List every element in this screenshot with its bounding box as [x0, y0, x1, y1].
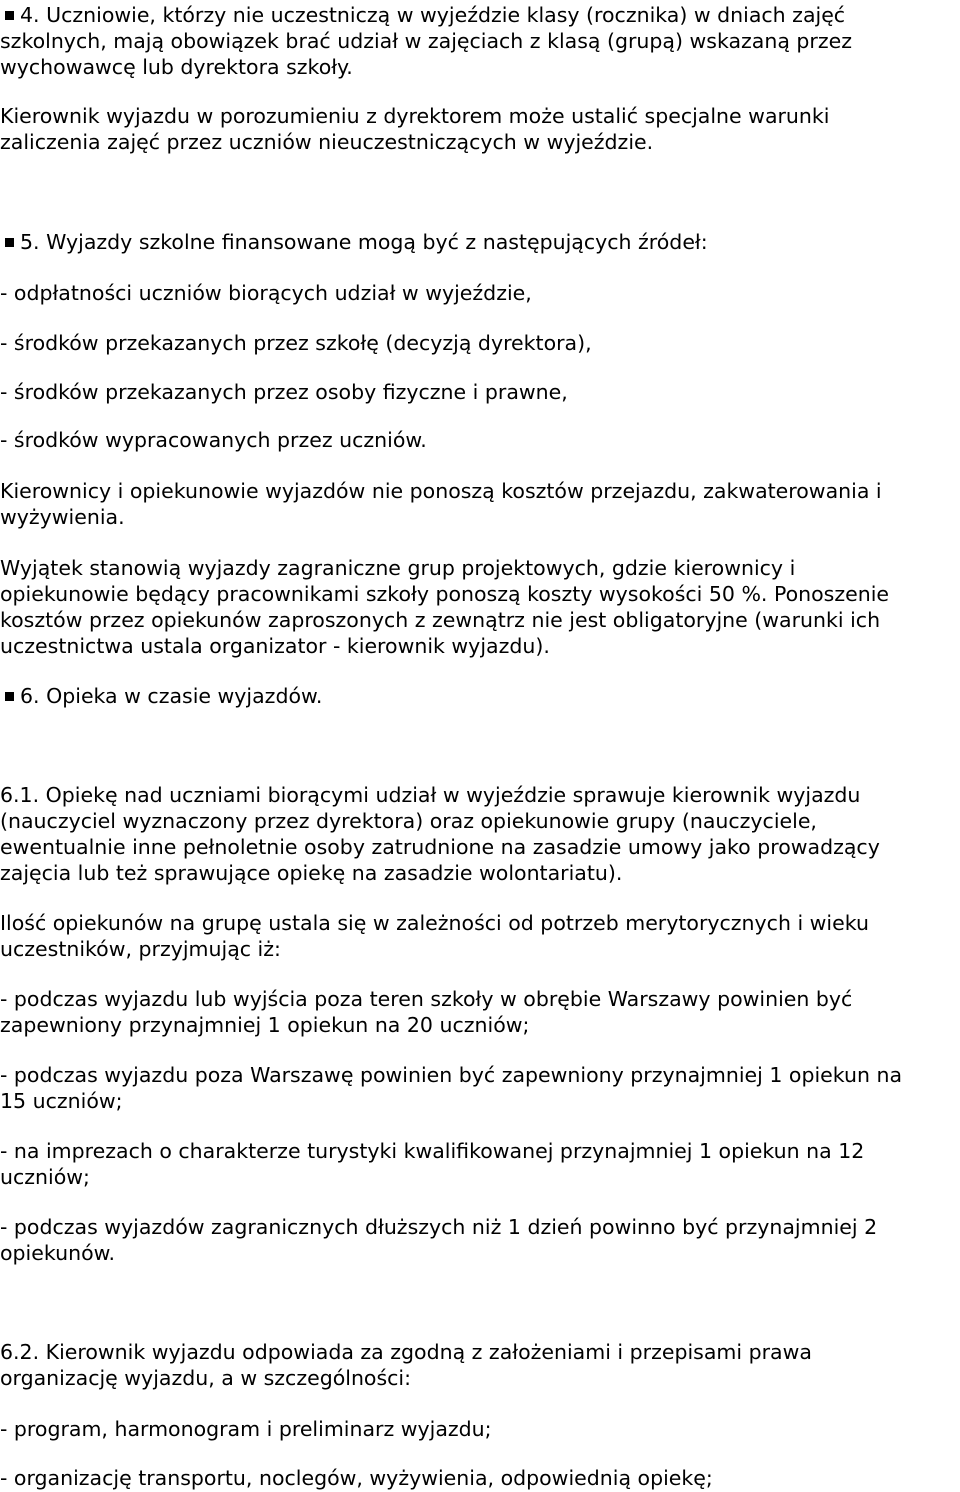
section-4-line: Uczniowie, którzy nie uczestniczą w wyjeździe klasy (rocznika) w dniach zajęć	[46, 3, 846, 27]
ratio-item	[0, 1138, 960, 1190]
section-5-paragraph	[0, 555, 960, 659]
section-5-paragraph	[0, 478, 960, 530]
paragraph-line: uczniów;	[0, 1165, 90, 1189]
section-6-heading	[0, 683, 960, 709]
funding-source-item: - środków przekazanych przez osoby fizyczne i prawne,	[0, 380, 568, 404]
paragraph-line: kosztów przez opiekunów zaproszonych z zewnątrz nie jest obligatoryjne (warunki ich	[0, 608, 881, 632]
bullet-square-icon	[5, 11, 14, 20]
section-6-title: Opieka w czasie wyjazdów.	[46, 684, 323, 708]
ratio-intro	[0, 910, 960, 962]
bullet-square-icon	[5, 238, 14, 247]
funding-source-item: - odpłatności uczniów biorących udział w wyjeździe,	[0, 281, 532, 305]
paragraph-line: Ilość opiekunów na grupę ustala się w zależności od potrzeb merytorycznych i wieku	[0, 911, 869, 935]
funding-source-item: - środków wypracowanych przez uczniów.	[0, 428, 427, 452]
section-4-number: 4.	[20, 3, 40, 27]
paragraph-line: 6.2. Kierownik wyjazdu odpowiada za zgodną z założeniami i przepisami prawa	[0, 1340, 812, 1364]
paragraph-line: uczestników, przyjmując iż:	[0, 937, 281, 961]
paragraph-line: ewentualnie inne pełnoletnie osoby zatrudnione na zasadzie umowy jako prowadzący	[0, 835, 880, 859]
paragraph-line: opiekunowie będący pracownikami szkoły ponoszą koszty wysokości 50 %. Ponoszenie	[0, 582, 890, 606]
ratio-item	[0, 1062, 960, 1114]
section-6-2-paragraph	[0, 1339, 960, 1391]
responsibility-item: - organizację transportu, noclegów, wyżywienia, odpowiednią opiekę;	[0, 1466, 713, 1490]
paragraph-line: zapewniony przynajmniej 1 opiekun na 20 uczniów;	[0, 1013, 530, 1037]
section-4-line: wychowawcę lub dyrektora szkoły.	[0, 55, 353, 79]
paragraph-line: wyżywienia.	[0, 505, 125, 529]
section-6-1-paragraph	[0, 782, 960, 886]
paragraph-line: - na imprezach o charakterze turystyki kwalifikowanej przynajmniej 1 opiekun na 12	[0, 1139, 865, 1163]
paragraph-line: Kierownicy i opiekunowie wyjazdów nie ponoszą kosztów przejazdu, zakwaterowania i	[0, 479, 882, 503]
section-4-note	[0, 103, 960, 155]
paragraph-line: 15 uczniów;	[0, 1089, 123, 1113]
paragraph-line: Wyjątek stanowią wyjazdy zagraniczne grup projektowych, gdzie kierownicy i	[0, 556, 796, 580]
paragraph-line: - podczas wyjazdu poza Warszawę powinien być zapewniony przynajmniej 1 opiekun na	[0, 1063, 903, 1087]
section-4-line: szkolnych, mają obowiązek brać udział w zajęciach z klasą (grupą) wskazaną przez	[0, 29, 852, 53]
section-5-heading	[0, 229, 960, 255]
section-5-number: 5.	[20, 230, 40, 254]
paragraph-line: - podczas wyjazdu lub wyjścia poza teren szkoły w obrębie Warszawy powinien być	[0, 987, 853, 1011]
ratio-item	[0, 1214, 960, 1266]
funding-source-item: - środków przekazanych przez szkołę (decyzją dyrektora),	[0, 331, 592, 355]
paragraph-line: (nauczyciel wyznaczony przez dyrektora) oraz opiekunowie grupy (nauczyciele,	[0, 809, 817, 833]
bullet-square-icon	[5, 692, 14, 701]
paragraph-line: uczestnictwa ustala organizator - kierownik wyjazdu).	[0, 634, 550, 658]
paragraph-line: - podczas wyjazdów zagranicznych dłuższych niż 1 dzień powinno być przynajmniej 2	[0, 1215, 878, 1239]
section-4-note-line: Kierownik wyjazdu w porozumieniu z dyrektorem może ustalić specjalne warunki	[0, 104, 830, 128]
section-5-title: Wyjazdy szkolne finansowane mogą być z następujących źródeł:	[46, 230, 708, 254]
section-4-note-line: zaliczenia zajęć przez uczniów nieuczestniczących w wyjeździe.	[0, 130, 654, 154]
paragraph-line: zajęcia lub też sprawujące opiekę na zasadzie wolontariatu).	[0, 861, 623, 885]
section-6-number: 6.	[20, 684, 40, 708]
paragraph-line: organizację wyjazdu, a w szczególności:	[0, 1366, 412, 1390]
paragraph-line: 6.1. Opiekę nad uczniami biorącymi udział w wyjeździe sprawuje kierownik wyjazdu	[0, 783, 861, 807]
paragraph-line: opiekunów.	[0, 1241, 116, 1265]
ratio-item	[0, 986, 960, 1038]
section-4-paragraph	[0, 2, 960, 80]
responsibility-item: - program, harmonogram i preliminarz wyjazdu;	[0, 1417, 492, 1441]
